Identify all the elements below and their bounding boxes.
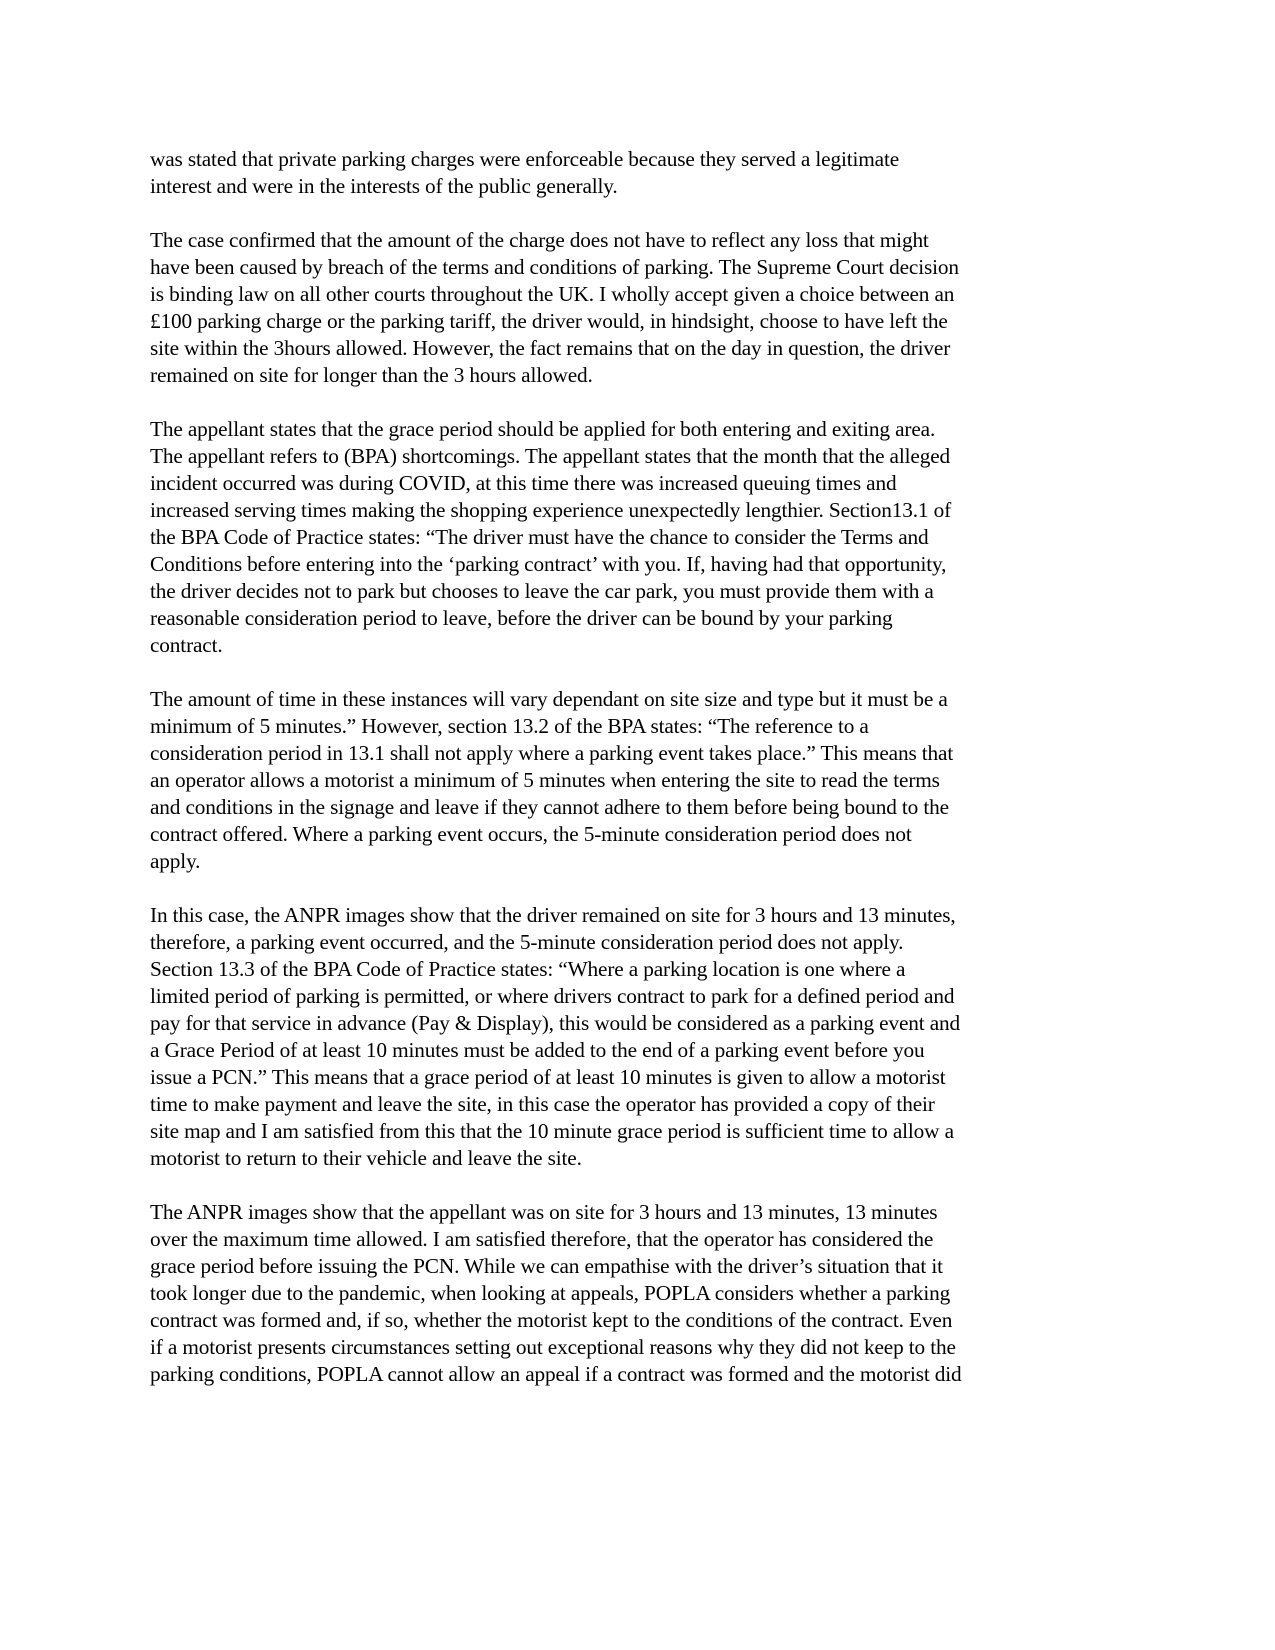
text-line: contract offered. Where a parking event occurs, the 5-minute consideration period does not bbox=[150, 822, 912, 846]
text-line: is binding law on all other courts throughout the UK. I wholly accept given a choice between an bbox=[150, 282, 955, 306]
text-line: The appellant states that the grace period should be applied for both entering and exiting area. bbox=[150, 417, 936, 441]
text-line: if a motorist presents circumstances setting out exceptional reasons why they did not keep to the bbox=[150, 1335, 956, 1359]
paragraph-consideration-period bbox=[150, 686, 1130, 875]
paragraph-charge-amount-supreme-court bbox=[150, 227, 1130, 389]
text-line: pay for that service in advance (Pay & Display), this would be considered as a parking event and bbox=[150, 1011, 961, 1035]
text-line: took longer due to the pandemic, when looking at appeals, POPLA considers whether a parking bbox=[150, 1281, 951, 1305]
paragraph-private-charges-enforceable bbox=[150, 146, 1130, 200]
text-line: contract was formed and, if so, whether the motorist kept to the conditions of the contract. Even bbox=[150, 1308, 953, 1332]
text-line: incident occurred was during COVID, at this time there was increased queuing times and bbox=[150, 471, 897, 495]
text-line: contract. bbox=[150, 633, 223, 657]
text-line: time to make payment and leave the site, in this case the operator has provided a copy of their bbox=[150, 1092, 935, 1116]
text-line: The ANPR images show that the appellant was on site for 3 hours and 13 minutes, 13 minutes bbox=[150, 1200, 938, 1224]
paragraph-anpr-grace-period bbox=[150, 902, 1130, 1172]
text-line: Conditions before entering into the ‘parking contract’ with you. If, having had that opportunity, bbox=[150, 552, 947, 576]
text-line: reasonable consideration period to leave, before the driver can be bound by your parking bbox=[150, 606, 893, 630]
text-line: issue a PCN.” This means that a grace period of at least 10 minutes is given to allow a motorist bbox=[150, 1065, 946, 1089]
text-line: a Grace Period of at least 10 minutes must be added to the end of a parking event before you bbox=[150, 1038, 925, 1062]
text-line: the driver decides not to park but chooses to leave the car park, you must provide them with a bbox=[150, 579, 934, 603]
text-line: site within the 3hours allowed. However, the fact remains that on the day in question, the driver bbox=[150, 336, 951, 360]
text-line: Section 13.3 of the BPA Code of Practice states: “Where a parking location is one where a bbox=[150, 957, 906, 981]
text-line: an operator allows a motorist a minimum of 5 minutes when entering the site to read the terms bbox=[150, 768, 940, 792]
paragraph-appellant-grace-period bbox=[150, 416, 1130, 659]
text-line: parking conditions, POPLA cannot allow an appeal if a contract was formed and the motorist did bbox=[150, 1362, 962, 1386]
text-line: site map and I am satisfied from this that the 10 minute grace period is sufficient time to allow a bbox=[150, 1119, 954, 1143]
text-line: interest and were in the interests of the public generally. bbox=[150, 174, 618, 198]
text-line: In this case, the ANPR images show that the driver remained on site for 3 hours and 13 minutes, bbox=[150, 903, 956, 927]
text-line: therefore, a parking event occurred, and the 5-minute consideration period does not apply. bbox=[150, 930, 904, 954]
text-line: have been caused by breach of the terms and conditions of parking. The Supreme Court decision bbox=[150, 255, 959, 279]
text-line: limited period of parking is permitted, or where drivers contract to park for a defined period and bbox=[150, 984, 955, 1008]
text-line: motorist to return to their vehicle and leave the site. bbox=[150, 1146, 582, 1170]
text-line: over the maximum time allowed. I am satisfied therefore, that the operator has considered the bbox=[150, 1227, 934, 1251]
text-line: The appellant refers to (BPA) shortcomings. The appellant states that the month that the alleged bbox=[150, 444, 950, 468]
paragraph-popla-conclusion bbox=[150, 1199, 1130, 1388]
text-line: The case confirmed that the amount of the charge does not have to reflect any loss that might bbox=[150, 228, 929, 252]
text-line: the BPA Code of Practice states: “The driver must have the chance to consider the Terms and bbox=[150, 525, 929, 549]
text-line: £100 parking charge or the parking tariff, the driver would, in hindsight, choose to have left the bbox=[150, 309, 948, 333]
text-line: The amount of time in these instances will vary dependant on site size and type but it must be a bbox=[150, 687, 948, 711]
text-line: consideration period in 13.1 shall not apply where a parking event takes place.” This means that bbox=[150, 741, 954, 765]
text-line: grace period before issuing the PCN. While we can empathise with the driver’s situation that it bbox=[150, 1254, 943, 1278]
text-line: minimum of 5 minutes.” However, section 13.2 of the BPA states: “The reference to a bbox=[150, 714, 869, 738]
text-line: apply. bbox=[150, 849, 201, 873]
document-body bbox=[150, 146, 1130, 1415]
text-line: increased serving times making the shopping experience unexpectedly lengthier. Section13.1 of bbox=[150, 498, 952, 522]
text-line: remained on site for longer than the 3 hours allowed. bbox=[150, 363, 593, 387]
text-line: and conditions in the signage and leave if they cannot adhere to them before being bound to the bbox=[150, 795, 949, 819]
text-line: was stated that private parking charges were enforceable because they served a legitimate bbox=[150, 147, 900, 171]
